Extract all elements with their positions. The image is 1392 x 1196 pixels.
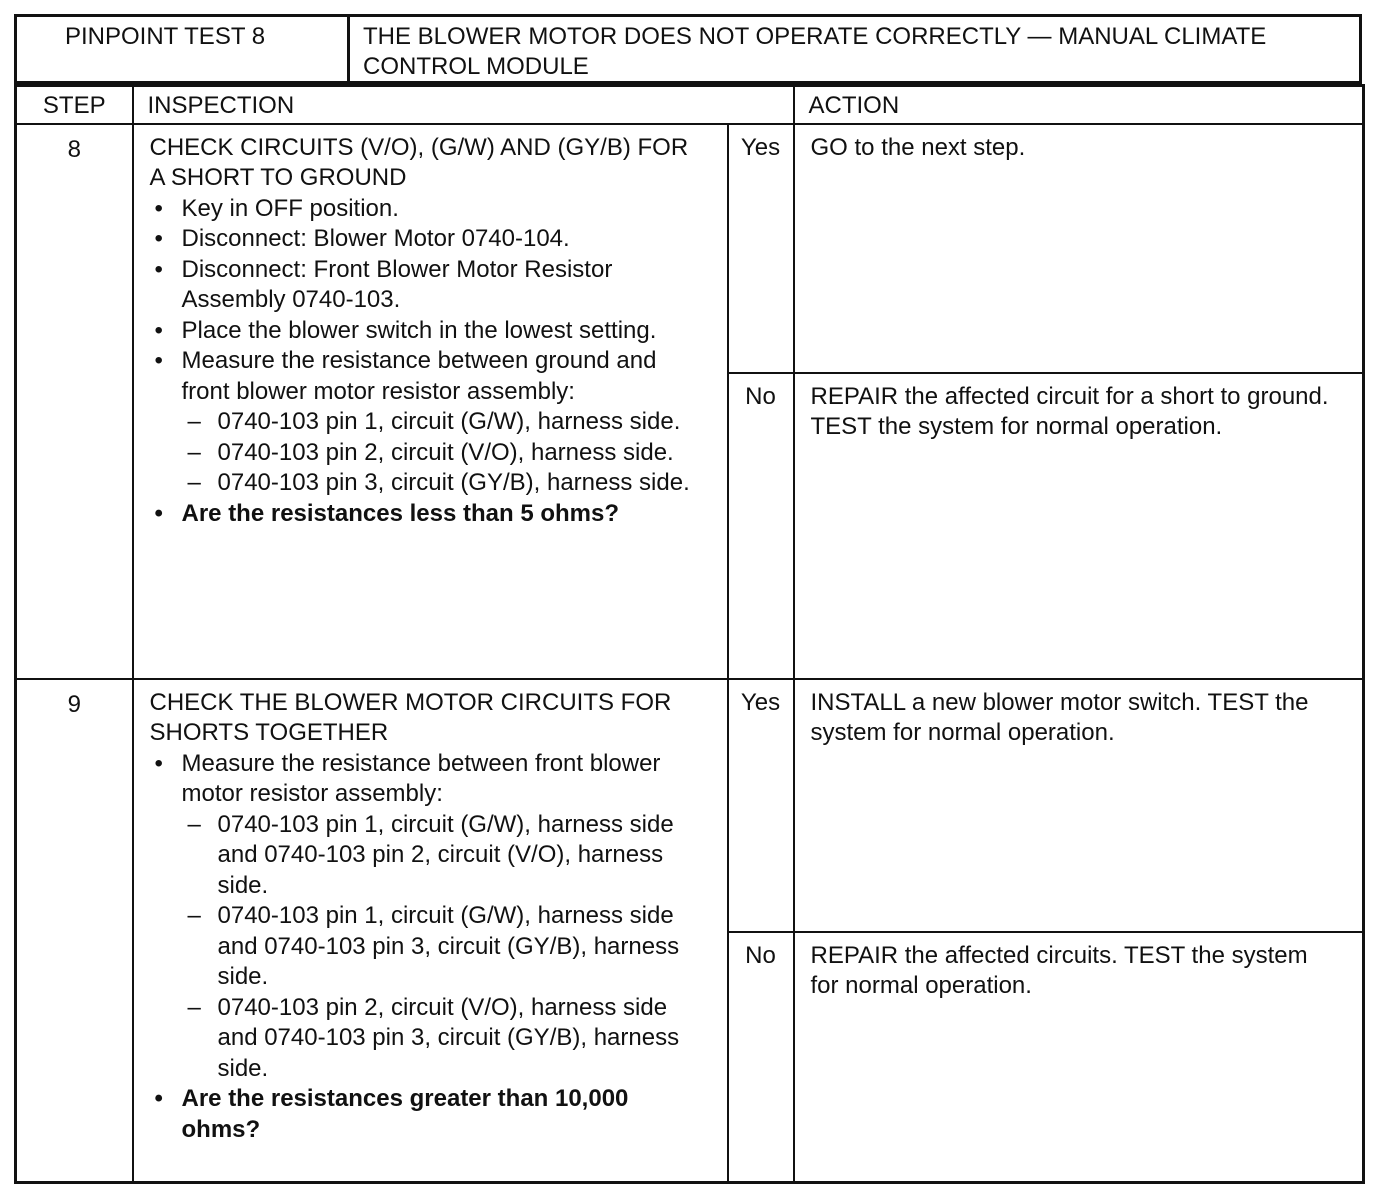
action-column-header: ACTION — [794, 86, 1364, 124]
no-label: No — [728, 932, 794, 1183]
bullet-text: Measure the resistance between ground and front blower motor resistor assembly: — [181, 347, 657, 405]
pinpoint-table — [14, 84, 1365, 1184]
sub-bullet-item: – 0740-103 pin 1, circuit (G/W), harness side and 0740-103 pin 3, circuit (GY/B), harness side. — [182, 901, 707, 993]
step-9-yes-row — [16, 679, 1364, 932]
bullet-item — [150, 346, 707, 499]
step-heading: CHECK THE BLOWER MOTOR CIRCUITS FOR SHORTS TOGETHER — [149, 688, 672, 746]
bullet-item — [150, 749, 707, 1085]
step-inspection — [133, 124, 728, 679]
step-column-header: STEP — [16, 86, 133, 124]
no-action: REPAIR the affected circuits. TEST the system for normal operation. — [794, 932, 1364, 1183]
test-number: PINPOINT TEST 8 — [17, 17, 350, 81]
bullet-text: Measure the resistance between front blower motor resistor assembly: — [181, 749, 661, 807]
yes-action: INSTALL a new blower motor switch. TEST the system for normal operation. — [794, 679, 1364, 932]
sub-bullet-item: – 0740-103 pin 2, circuit (V/O), harness side and 0740-103 pin 3, circuit (GY/B), harness side. — [182, 993, 707, 1085]
yes-label: Yes — [728, 679, 794, 932]
bullet-list — [150, 194, 707, 530]
sub-bullet-item: – 0740-103 pin 1, circuit (G/W), harness side and 0740-103 pin 2, circuit (V/O), harness side. — [182, 810, 707, 902]
step-number: 9 — [16, 679, 133, 1183]
inspection-column-header: INSPECTION — [133, 86, 794, 124]
bullet-item: • Key in OFF position. — [150, 194, 707, 225]
column-header-row — [16, 86, 1364, 124]
sub-bullet-list — [182, 810, 707, 1085]
test-title: THE BLOWER MOTOR DOES NOT OPERATE CORRECTLY — MANUAL CLIMATE CONTROL MODULE — [363, 23, 1267, 80]
question-item: • Are the resistances less than 5 ohms? — [150, 499, 707, 530]
sub-bullet-item: – 0740-103 pin 1, circuit (G/W), harness side. — [182, 407, 707, 438]
bullet-item: • Disconnect: Front Blower Motor Resistor Assembly 0740-103. — [150, 255, 707, 316]
step-heading: CHECK CIRCUITS (V/O), (G/W) AND (GY/B) FOR A SHORT TO GROUND — [149, 133, 689, 191]
step-8-yes-row — [16, 124, 1364, 373]
no-action: REPAIR the affected circuit for a short to ground. TEST the system for normal operation. — [794, 373, 1364, 679]
pinpoint-test-page — [14, 14, 1362, 1182]
bullet-item: • Place the blower switch in the lowest setting. — [150, 316, 707, 347]
yes-action: GO to the next step. — [794, 124, 1364, 373]
sub-bullet-list — [182, 407, 707, 499]
step-number: 8 — [16, 124, 133, 679]
step-inspection — [133, 679, 728, 1183]
sub-bullet-item: – 0740-103 pin 3, circuit (GY/B), harness side. — [182, 468, 707, 499]
no-label: No — [728, 373, 794, 679]
question-item: • Are the resistances greater than 10,000 ohms? — [150, 1084, 707, 1145]
test-header — [14, 14, 1362, 84]
yes-label: Yes — [728, 124, 794, 373]
bullet-list — [150, 749, 707, 1146]
bullet-item: • Disconnect: Blower Motor 0740-104. — [150, 224, 707, 255]
sub-bullet-item: – 0740-103 pin 2, circuit (V/O), harness side. — [182, 438, 707, 469]
